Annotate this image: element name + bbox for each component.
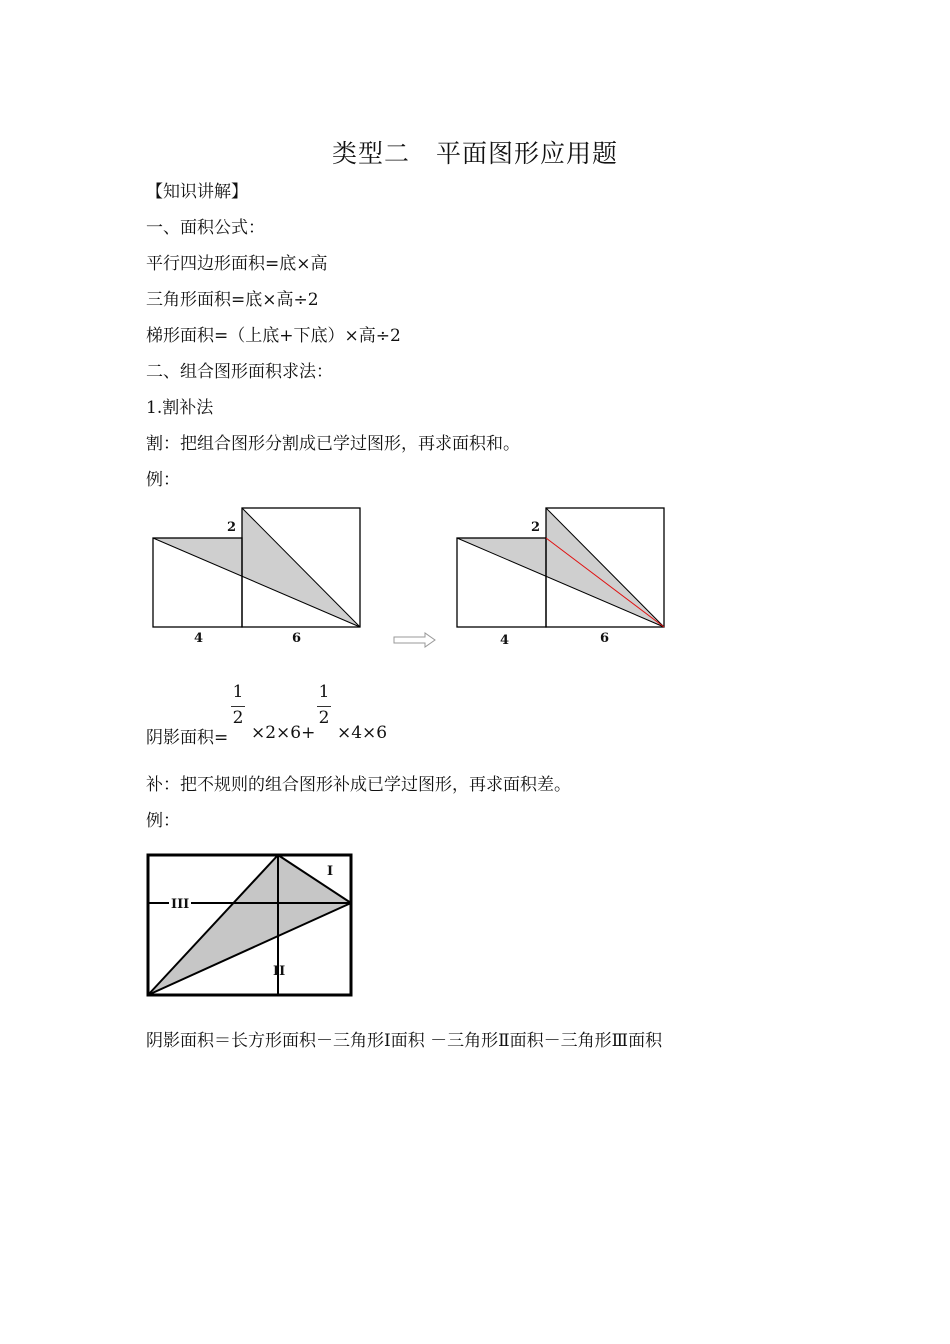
cut-description: 割：把组合图形分割成已学过图形，再求面积和。: [146, 434, 520, 454]
example-label-2: 例：: [146, 811, 180, 831]
label-2: 2: [531, 520, 541, 535]
final-formula: 阴影面积＝长方形面积－三角形Ⅰ面积 －三角形Ⅱ面积－三角形Ⅲ面积: [146, 1031, 663, 1051]
shaded-triangle: [153, 508, 360, 627]
formula-trapezoid: 梯形面积=（上底+下底）×高÷2: [146, 326, 401, 346]
label-region-i: I: [327, 864, 334, 879]
label-region-iii: III: [171, 897, 190, 912]
label-6: 6: [600, 631, 610, 646]
figure-cut-split: [454, 505, 669, 650]
shaded-triangle: [148, 855, 351, 995]
fraction-half-1: 1 2: [232, 682, 244, 728]
figure-cut-original: [150, 505, 365, 650]
label-2: 2: [227, 520, 237, 535]
term2-rest: ×4×6: [337, 723, 388, 743]
fill-description: 补：把不规则的组合图形补成已学过图形，再求面积差。: [146, 775, 571, 795]
shadow-area-prefix: 阴影面积=: [146, 728, 229, 748]
figure-fill-rectangle: [145, 852, 357, 1002]
label-4: 4: [500, 633, 510, 648]
example-label-1: 例：: [146, 470, 180, 490]
method-cut-fill: 1.割补法: [146, 398, 214, 418]
part2-heading: 二、组合图形面积求法：: [146, 362, 333, 382]
hollow-arrow-icon: [393, 632, 437, 648]
label-4: 4: [194, 631, 204, 646]
formula-parallelogram: 平行四边形面积=底×高: [146, 254, 328, 274]
label-region-ii: II: [273, 964, 286, 979]
part1-heading: 一、面积公式：: [146, 218, 265, 238]
shaded-triangle: [457, 508, 664, 627]
term1-rest: ×2×6+: [251, 723, 316, 743]
formula-triangle: 三角形面积=底×高÷2: [146, 290, 319, 310]
page-title: 类型二 平面图形应用题: [331, 139, 618, 168]
label-6: 6: [292, 631, 302, 646]
fraction-half-2: 1 2: [318, 682, 330, 728]
section-header: 【知识讲解】: [146, 182, 248, 202]
